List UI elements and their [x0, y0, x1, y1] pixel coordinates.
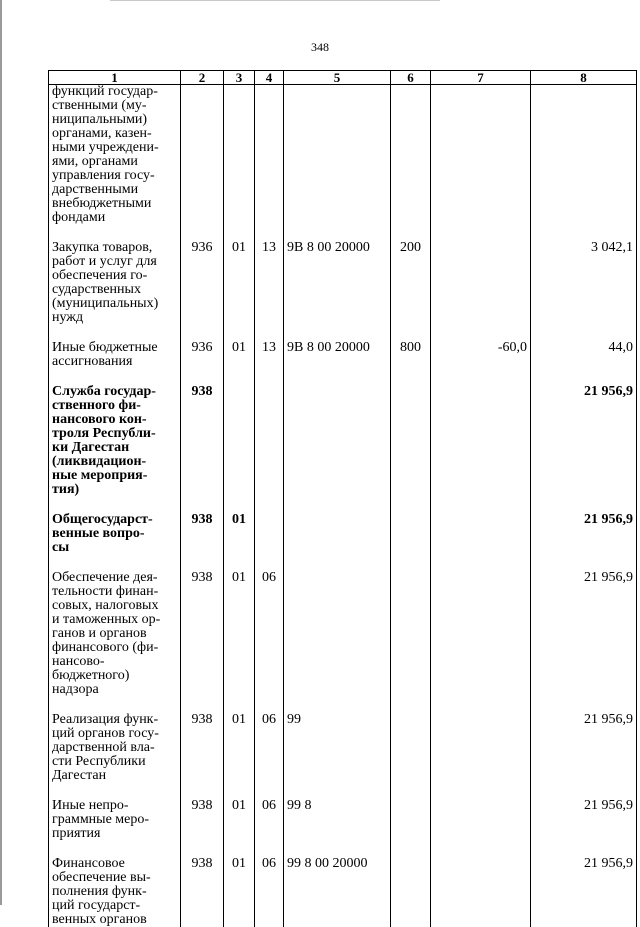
spacer-cell — [49, 783, 181, 799]
total-amount-cell: 21 956,9 — [531, 857, 637, 927]
spacer-cell — [255, 225, 284, 241]
header-cell: 5 — [284, 71, 391, 85]
header-cell: 8 — [531, 71, 637, 85]
spacer-cell — [391, 497, 431, 513]
subsection-code-cell: 06 — [255, 799, 284, 841]
page-number: 348 — [0, 40, 640, 55]
spacer-cell — [391, 225, 431, 241]
expense-type-cell — [391, 713, 431, 783]
target-article-cell: 99 8 00 20000 — [284, 857, 391, 927]
row-spacer — [49, 369, 637, 385]
spacer-cell — [224, 325, 255, 341]
spacer-cell — [531, 497, 637, 513]
change-amount-cell: -60,0 — [431, 341, 531, 369]
ministry-code-cell: 938 — [181, 385, 224, 497]
expense-type-cell — [391, 571, 431, 697]
table-row — [49, 385, 637, 497]
row-spacer — [49, 841, 637, 857]
spacer-cell — [431, 497, 531, 513]
spacer-cell — [391, 325, 431, 341]
table-row — [49, 341, 637, 369]
spacer-cell — [224, 369, 255, 385]
spacer-cell — [255, 325, 284, 341]
row-name-cell: Служба государ- ственного фи- нансового кон- троля Республи- ки Дагестан (ликвидацион- ные мероприя- тия) — [49, 385, 181, 497]
table-row — [49, 571, 637, 697]
expense-type-cell — [391, 385, 431, 497]
row-spacer — [49, 555, 637, 571]
total-amount-cell: 21 956,9 — [531, 713, 637, 783]
spacer-cell — [224, 225, 255, 241]
spacer-cell — [391, 783, 431, 799]
spacer-cell — [391, 369, 431, 385]
total-amount-cell: 21 956,9 — [531, 513, 637, 555]
spacer-cell — [255, 555, 284, 571]
row-name-cell: Общегосударст- венные вопро- сы — [49, 513, 181, 555]
spacer-cell — [431, 225, 531, 241]
change-amount-cell — [431, 857, 531, 927]
subsection-code-cell — [255, 513, 284, 555]
ministry-code-cell: 938 — [181, 857, 224, 927]
row-name-cell: Иные непро- граммные меро- приятия — [49, 799, 181, 841]
ministry-code-cell: 938 — [181, 713, 224, 783]
spacer-cell — [181, 697, 224, 713]
header-cell: 2 — [181, 71, 224, 85]
spacer-cell — [391, 697, 431, 713]
spacer-cell — [531, 555, 637, 571]
budget-table — [48, 70, 637, 927]
expense-type-cell: 200 — [391, 241, 431, 325]
spacer-cell — [181, 555, 224, 571]
spacer-cell — [49, 225, 181, 241]
spacer-cell — [431, 369, 531, 385]
spacer-cell — [181, 783, 224, 799]
change-amount-cell — [431, 85, 531, 226]
row-name-cell: Иные бюджетные ассигнования — [49, 341, 181, 369]
total-amount-cell: 21 956,9 — [531, 571, 637, 697]
row-spacer — [49, 325, 637, 341]
table-body — [49, 85, 637, 927]
ministry-code-cell: 938 — [181, 799, 224, 841]
spacer-cell — [284, 841, 391, 857]
spacer-cell — [255, 369, 284, 385]
expense-type-cell: 800 — [391, 341, 431, 369]
subsection-code-cell: 06 — [255, 857, 284, 927]
section-code-cell: 01 — [224, 713, 255, 783]
expense-type-cell — [391, 799, 431, 841]
table-row — [49, 85, 637, 226]
section-code-cell: 01 — [224, 857, 255, 927]
spacer-cell — [391, 555, 431, 571]
row-name-cell: Финансовое обеспечение вы- полнения функ- ций государст- венных органов — [49, 857, 181, 927]
section-code-cell — [224, 385, 255, 497]
spacer-cell — [181, 369, 224, 385]
change-amount-cell — [431, 713, 531, 783]
section-code-cell: 01 — [224, 513, 255, 555]
row-spacer — [49, 225, 637, 241]
subsection-code-cell: 13 — [255, 341, 284, 369]
spacer-cell — [431, 697, 531, 713]
header-cell: 1 — [49, 71, 181, 85]
spacer-cell — [391, 841, 431, 857]
spacer-cell — [431, 555, 531, 571]
spacer-cell — [181, 225, 224, 241]
spacer-cell — [255, 841, 284, 857]
spacer-cell — [284, 555, 391, 571]
spacer-cell — [49, 369, 181, 385]
expense-type-cell — [391, 857, 431, 927]
spacer-cell — [224, 697, 255, 713]
total-amount-cell — [531, 85, 637, 226]
change-amount-cell — [431, 241, 531, 325]
spacer-cell — [284, 497, 391, 513]
spacer-cell — [431, 841, 531, 857]
header-row — [49, 71, 637, 85]
subsection-code-cell: 06 — [255, 571, 284, 697]
scan-top-mark — [110, 0, 440, 1]
table-row — [49, 513, 637, 555]
target-article-cell: 99 — [284, 713, 391, 783]
target-article-cell: 9В 8 00 20000 — [284, 341, 391, 369]
spacer-cell — [431, 783, 531, 799]
spacer-cell — [181, 497, 224, 513]
subsection-code-cell — [255, 85, 284, 226]
change-amount-cell — [431, 385, 531, 497]
row-spacer — [49, 697, 637, 713]
spacer-cell — [255, 783, 284, 799]
spacer-cell — [224, 783, 255, 799]
spacer-cell — [224, 497, 255, 513]
spacer-cell — [49, 555, 181, 571]
spacer-cell — [531, 783, 637, 799]
target-article-cell — [284, 513, 391, 555]
spacer-cell — [49, 697, 181, 713]
subsection-code-cell: 06 — [255, 713, 284, 783]
target-article-cell: 9В 8 00 20000 — [284, 241, 391, 325]
row-spacer — [49, 497, 637, 513]
ministry-code-cell: 938 — [181, 571, 224, 697]
target-article-cell — [284, 85, 391, 226]
spacer-cell — [431, 325, 531, 341]
spacer-cell — [284, 369, 391, 385]
spacer-cell — [255, 697, 284, 713]
expense-type-cell — [391, 85, 431, 226]
expense-type-cell — [391, 513, 431, 555]
spacer-cell — [181, 325, 224, 341]
table-row — [49, 799, 637, 841]
row-spacer — [49, 783, 637, 799]
section-code-cell: 01 — [224, 241, 255, 325]
row-name-cell: Обеспечение дея- тельности финан- совых, налоговых и таможенных ор- ганов и органов финансового (фи- нансово- бюджетного) надзора — [49, 571, 181, 697]
section-code-cell: 01 — [224, 799, 255, 841]
target-article-cell — [284, 571, 391, 697]
ministry-code-cell: 936 — [181, 341, 224, 369]
total-amount-cell: 21 956,9 — [531, 799, 637, 841]
header-cell: 4 — [255, 71, 284, 85]
spacer-cell — [284, 783, 391, 799]
spacer-cell — [255, 497, 284, 513]
spacer-cell — [181, 841, 224, 857]
total-amount-cell: 3 042,1 — [531, 241, 637, 325]
total-amount-cell: 44,0 — [531, 341, 637, 369]
spacer-cell — [284, 325, 391, 341]
row-name-cell: функций государ- ственными (му- ниципальными) органами, казен- ными учреждени- ями, органами управления госу- дарственными внебюджетными фондами — [49, 85, 181, 226]
spacer-cell — [224, 555, 255, 571]
table-row — [49, 713, 637, 783]
spacer-cell — [284, 697, 391, 713]
spacer-cell — [531, 697, 637, 713]
header-cell: 6 — [391, 71, 431, 85]
section-code-cell — [224, 85, 255, 226]
ministry-code-cell: 936 — [181, 241, 224, 325]
table-row — [49, 241, 637, 325]
section-code-cell: 01 — [224, 571, 255, 697]
spacer-cell — [224, 841, 255, 857]
spacer-cell — [49, 497, 181, 513]
scan-edge-shadow — [0, 0, 2, 905]
spacer-cell — [49, 841, 181, 857]
change-amount-cell — [431, 513, 531, 555]
subsection-code-cell — [255, 385, 284, 497]
header-cell: 7 — [431, 71, 531, 85]
target-article-cell — [284, 385, 391, 497]
target-article-cell: 99 8 — [284, 799, 391, 841]
ministry-code-cell — [181, 85, 224, 226]
subsection-code-cell: 13 — [255, 241, 284, 325]
spacer-cell — [531, 225, 637, 241]
table-row — [49, 857, 637, 927]
total-amount-cell: 21 956,9 — [531, 385, 637, 497]
row-name-cell: Закупка товаров, работ и услуг для обеспечения го- сударственных (муниципальных) нужд — [49, 241, 181, 325]
spacer-cell — [49, 325, 181, 341]
spacer-cell — [531, 841, 637, 857]
ministry-code-cell: 938 — [181, 513, 224, 555]
header-cell: 3 — [224, 71, 255, 85]
change-amount-cell — [431, 571, 531, 697]
spacer-cell — [284, 225, 391, 241]
change-amount-cell — [431, 799, 531, 841]
section-code-cell: 01 — [224, 341, 255, 369]
spacer-cell — [531, 369, 637, 385]
spacer-cell — [531, 325, 637, 341]
row-name-cell: Реализация функ- ций органов госу- дарственной вла- сти Республики Дагестан — [49, 713, 181, 783]
